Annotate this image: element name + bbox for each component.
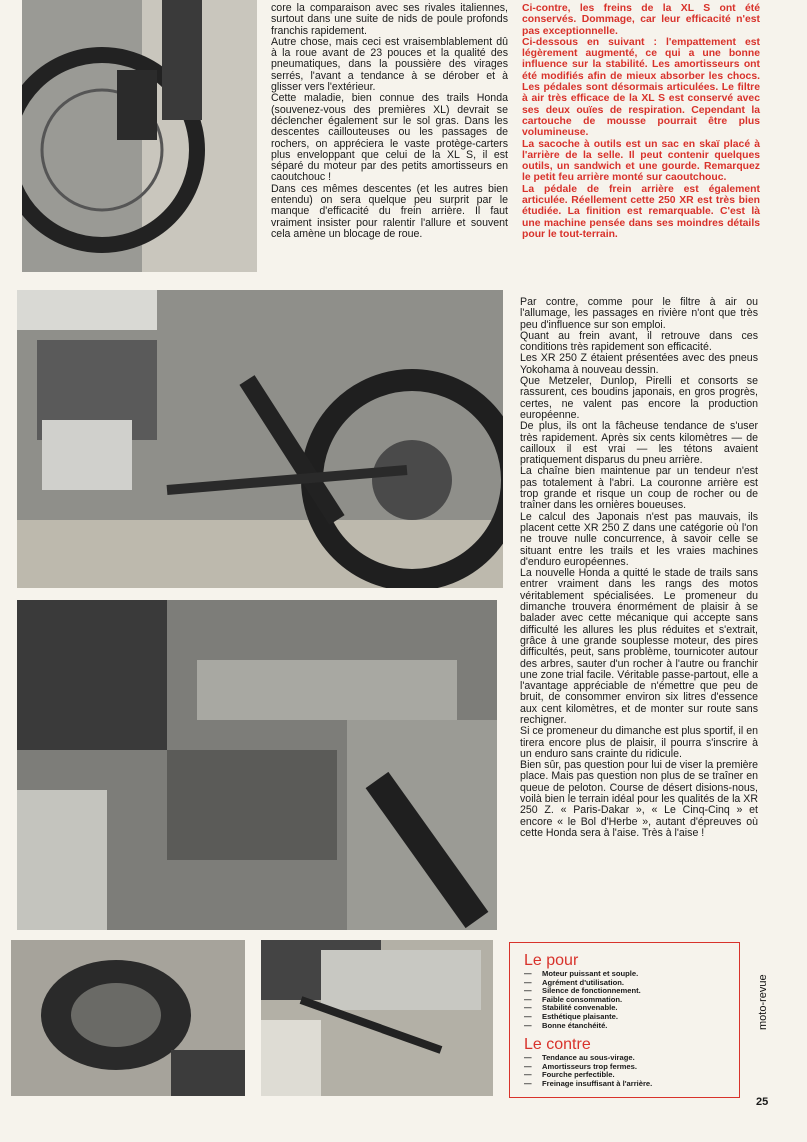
paragraph: Par contre, comme pour le filtre à air ou l'allumage, les passages en rivière n'ont que très peu d'influence sur son emploi.	[520, 296, 758, 331]
cons-item: — Fourche perfectible.	[524, 1070, 615, 1080]
page-number: 25	[756, 1096, 769, 1108]
paragraph: La nouvelle Honda a quitté le stade de trails sans entrer vraiment dans les rangs des motos véritablement spécialisées. Le promeneur du dimanche trouvera énormément de plaisir à se balader avec cette mécanique qui accepte sans difficulté les allures les plus réduites et s'extrait, grâce à une grande souplesse moteur, des pires difficultés, peut, sans problème, tournicoter autour des arbres, sauter d'un rocher à l'autre ou franchir une zone trial facile. Véritable passe-partout, elle a l'avantage appréciable de n'émettre que peu de bruit, de consommer environ six litres d'essence aux cent kilomètres, et de monter sur route sans rechigner.	[520, 567, 758, 726]
cons-item: — Amortisseurs trop fermes.	[524, 1061, 637, 1071]
caption: La sacoche à outils est un sac en skaï placé à l'arrière de la selle. Il peut contenir quelques outils, un sandwich et une gourde. Remarquez le petit feu arrière monté sur caoutchouc.	[522, 138, 760, 184]
cons-item: — Freinage insuffisant à l'arrière.	[524, 1078, 653, 1088]
paragraph: Les XR 250 Z étaient présentées avec des pneus Yokohama à nouveau dessin.	[520, 352, 758, 376]
pros-item: — Moteur puissant et souple.	[524, 969, 639, 978]
cons-list	[524, 1054, 739, 1088]
photo-captions	[522, 3, 760, 240]
photo-front-brake	[22, 0, 257, 272]
caption: Ci-dessous en suivant : l'empattement est légèrement augmenté, ce qui a une bonne influence sur la stabilité. Les amortisseurs ont été modifiés afin de mieux absorber les chocs. Les pédales sont désormais articulées. Le filtre à air très efficace de la XL S est conservé avec ses deux ouïes de respiration. Cependant la cartouche de mousse pourrait être plus volumineuse.	[522, 36, 760, 139]
pros-item: — Stabilité convenable.	[524, 1003, 618, 1013]
photo-rear-suspension	[17, 290, 503, 588]
paragraph: core la comparaison avec ses rivales italiennes, surtout dans une suite de nids de poule profonds franchis rapidement.	[271, 2, 508, 37]
pros-item: — Bonne étanchéité.	[524, 1020, 608, 1030]
paragraph: Le calcul des Japonais n'est pas mauvais, ils placent cette XR 250 Z dans une catégorie où l'on ne trouve nulle concurrence, à savoir celle se situant entre les trails et les vraies machines d'enduro européennes.	[520, 510, 758, 568]
pros-cons-box	[509, 942, 740, 1098]
pros-item: — Faible consommation.	[524, 994, 623, 1004]
pros-title: Le pour	[524, 952, 579, 969]
cons-title: Le contre	[524, 1036, 591, 1054]
caption: Ci-contre, les freins de la XL S ont été conservés. Dommage, car leur efficacité n'est pas exceptionnelle.	[522, 3, 760, 37]
pros-item: — Agrément d'utilisation.	[524, 977, 624, 987]
cons-item: — Tendance au sous-virage.	[524, 1053, 635, 1063]
magazine-name: moto-revue	[757, 974, 769, 1030]
paragraph: De plus, ils ont la fâcheuse tendance de s'user très rapidement. Après six cents kilomètres — de cailloux il est vrai — les tétons avaient pratiquement disparus du pneu arrière.	[520, 420, 758, 467]
paragraph: La chaîne bien maintenue par un tendeur n'est pas totalement à l'abri. La couronne arrière est trop grande et risque un coup de rocher ou de traîner dans les ornières boueuses.	[520, 465, 758, 512]
pros-item: — Silence de fonctionnement.	[524, 986, 641, 996]
photo-brake-pedal	[261, 940, 493, 1096]
photo-tool-bag	[11, 940, 245, 1096]
pros-item: — Esthétique plaisante.	[524, 1011, 618, 1021]
paragraph: Bien sûr, pas question pour lui de viser la première place. Mais pas question non plus de se traîner en queue de peloton. Course de désert disions-nous, voilà bien le terrain idéal pour les qualités de la XR 250 Z. « Paris-Dakar », « Le Cinq-Cinq » et encore « le Bol d'Herbe », autant d'épreuves où cette Honda sera à l'aise. Très à l'aise !	[520, 759, 758, 839]
photo-air-filter	[17, 600, 497, 930]
paragraph: Si ce promeneur du dimanche est plus sportif, il en tirera encore plus de plaisir, il pourra s'inscrire à un enduro sans crainte du ridicule.	[520, 725, 758, 760]
article-column-right	[520, 297, 758, 839]
caption: La pédale de frein arrière est également articulée. Réellement cette 250 XR est très bien étudiée. La finition est remarquable. C'est là une machine pensée dans ses moindres détails pour le tout-terrain.	[522, 183, 760, 240]
pros-list	[524, 970, 739, 1030]
paragraph: Cette maladie, bien connue des trails Honda (souvenez-vous des premières XL) devrait se déclencher également sur le sol gras. Dans les descentes caillouteuses ou les passages de rochers, on appréciera le vaste protège-carters plus enveloppant que celui de la XL S, il est séparé du moteur par des petits amortisseurs en caoutchouc !	[271, 92, 508, 184]
paragraph: Quant au frein avant, il retrouve dans ces conditions très rapidement son efficacité.	[520, 329, 758, 354]
paragraph: Autre chose, mais ceci est vraisemblablement dû à la roue avant de 23 pouces et la qualité des pneumatiques, dans la poussière des virages serrés, l'avant a tendance à se dérober et à glisser vers l'extérieur.	[271, 35, 508, 94]
paragraph: Que Metzeler, Dunlop, Pirelli et consorts se rassurent, ces boudins japonais, en gros progrès, certes, ne valent pas encore la production européenne.	[520, 375, 758, 421]
paragraph: Dans ces mêmes descentes (et les autres bien entendu) on sera quelque peu surprit par le manque d'efficacité du frein arrière. Il faut vraiment insister pour ralentir l'allure et souvent cela amène un blocage de roue.	[271, 182, 508, 240]
article-column-top	[271, 3, 508, 240]
